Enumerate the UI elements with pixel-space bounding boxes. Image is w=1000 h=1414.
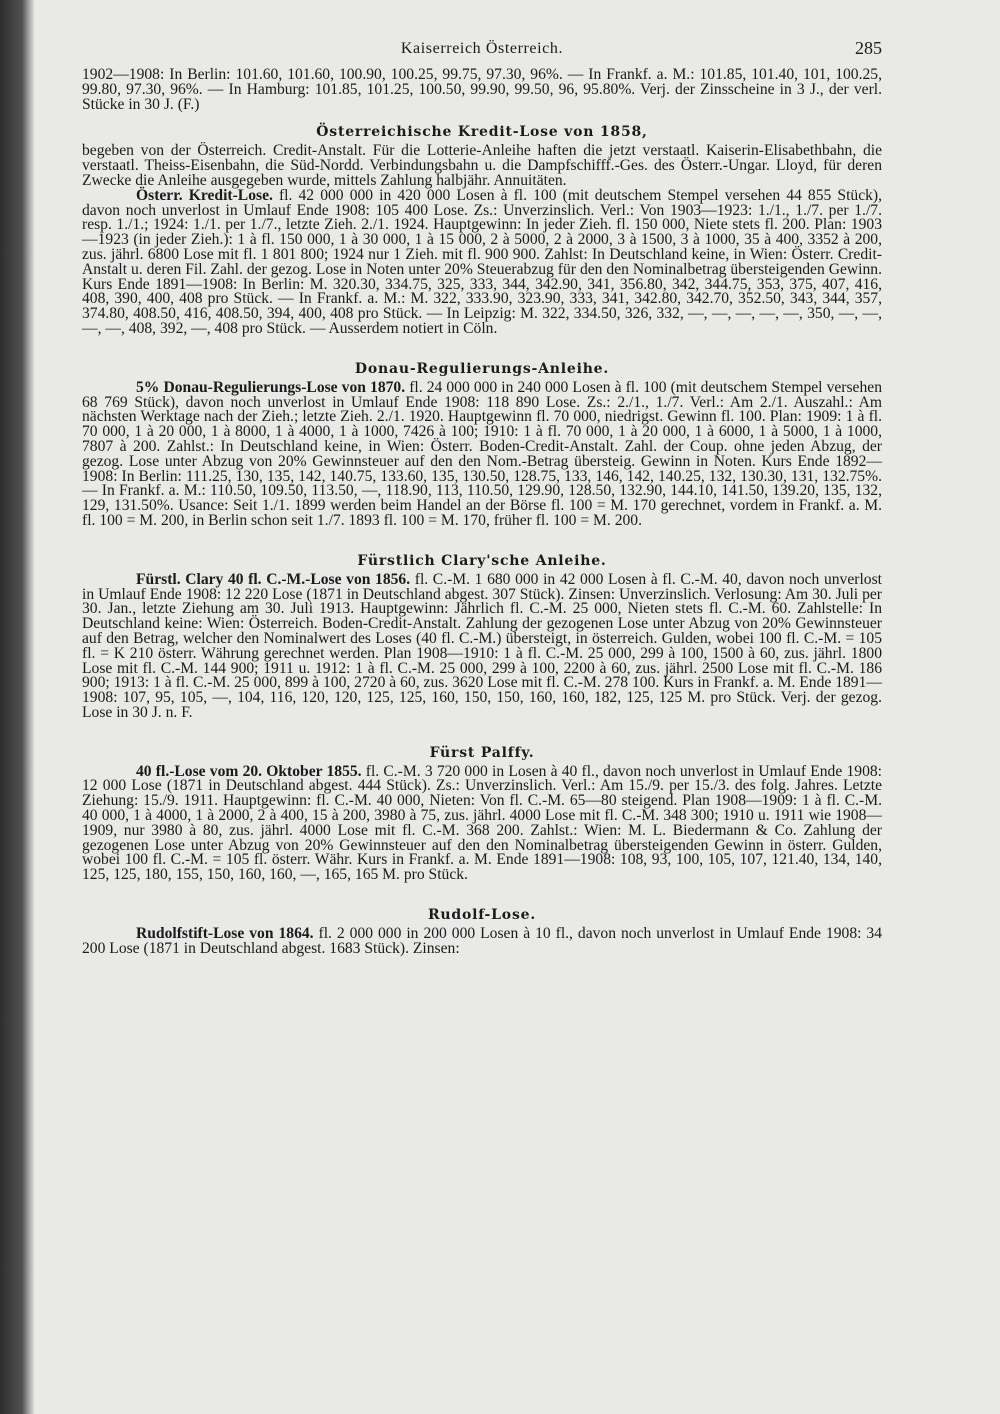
paragraph-text: fl. 42 000 000 in 420 000 Losen à fl. 100 (mit deutschem Stempel versehen 44 855 Stück), davon noch unverlost in Umlauf Ende 1908: 105 400 Lose. Zs.: Unverzinslich. Verl.: Von 1903—1923: 1./1., 1./7. per 1./7. resp. 1./1.; 1924: 1./1. per 1./7., letzte Zieh. 2./1. 1924. Hauptgewinn: In jeder Zieh. fl. 150 000, Niete stets fl. 200. Plan: 1903—1923 (in jeder Zieh.): 1 à fl. 150 000, 1 à 30 000, 1 à 15 000, 2 à 5000, 2 à 2000, 3 à 1500, 3 à 1000, 35 à 400, 3352 à 200, zus. jährl. 6800 Lose mit fl. 1 801 800; 1924 nur 1 Zieh. mit fl. 900 900. Zahlst: In Deutschland keine, in Wien: Österr. Credit-Anstalt u. deren Fil. Zahl. der gezog. Lose in Noten unter 20% Steuerabzug für den den Nominalbetrag übersteigenden Gewinn. Kurs Ende 1891—1908: In Berlin: M. 320.30, 334.75, 325, 333, 344, 342.90, 341, 356.80, 342, 344.75, 353, 375, 407, 416, 408, 390, 400, 408 pro Stück. — In Frankf. a. M.: M. 322, 333.90, 323.90, 333, 341, 342.80, 342.70, 352.50, 343, 344, 357, 374.80, 408.50, 416, 408.50, 394, 400, 408 pro Stück. — In Leipzig: M. 322, 334.50, 326, 332, —, —, —, —, —, 350, —, —, —, —, 408, 392, —, 408 pro Stück. — Ausserdem notiert in Cöln.: [82, 186, 883, 337]
scan-edge-shadow: [0, 0, 34, 1414]
section-heading-palffy: Fürst Palffy.: [429, 744, 535, 761]
document-page: [82, 38, 883, 957]
lot-title: Fürstl. Clary 40 fl. C.-M.-Lose von 1856.: [136, 570, 411, 588]
lot-title: Österr. Kredit-Lose.: [136, 186, 273, 204]
paragraph-kredit-intro: [82, 144, 882, 188]
section-heading-kredit-lose: Österreichische Kredit-Lose von 1858,: [316, 124, 648, 141]
lot-title: 40 fl.-Lose vom 20. Oktober 1855.: [136, 762, 362, 780]
section-heading-clary: Fürstlich Clary'sche Anleihe.: [357, 552, 607, 569]
running-title: Kaiserreich Österreich.: [400, 40, 564, 57]
page-number: 285: [855, 38, 882, 58]
running-header: [82, 38, 882, 68]
lot-title: 5% Donau-Regulierungs-Lose von 1870.: [136, 378, 406, 396]
paragraph-palffy-lose: [82, 762, 882, 884]
paragraph-text: fl. C.-M. 1 680 000 in 42 000 Losen à fl. C.-M. 40, davon noch unverlost in Umlauf Ende 1908: 12 220 Lose (1871 in Deutschland abgest. 307 Stück). Zinsen: Unverzinslich. Verlosung: Am 30. Juli per 30. Jan., letzte Ziehung am 30. Juli 1913. Hauptgewinn: Jährlich fl. C.-M. 25 000, Nieten stets fl. C.-M. 60. Zahlstelle: In Deutschland keine: Wien: Österreich. Boden-Credit-Anstalt. Zahlung der gezogenen Lose unter Abzug von 20% Gewinnsteuer auf den Betrag, welcher den Nominalwert des Loses (40 fl. C.-M.) übersteigt, in österreich. Gulden, wobei 100 fl. C.-M. = 105 fl. = K 210 österr. Währung gerechnet werden. Plan 1908—1910: 1 à fl. C.-M. 25 000, 299 à 100, 1500 à 60, zus. jährl. 1800 Lose mit fl. C.-M. 144 900; 1911 u. 1912: 1 à fl. C.-M. 25 000, 299 à 100, 2200 à 60, zus. jährl. 2500 Lose mit fl. C.-M. 186 900; 1913: 1 à fl. C.-M. 25 000, 899 à 100, 2720 à 60, zus. 3620 Lose mit fl. C.-M. 278 100. Kurs in Frankf. a. M. Ende 1891—1908: 107, 95, 105, —, 104, 116, 120, 120, 125, 125, 160, 150, 150, 160, 160, 182, 125, 125 M. pro Stück. Verj. der gezog. Lose in 30 J. n. F.: [82, 570, 882, 721]
section-heading-donau: Donau-Regulierungs-Anleihe.: [354, 360, 610, 377]
paragraph-rudolf-lose: [82, 927, 882, 957]
paragraph-text: fl. 24 000 000 in 240 000 Losen à fl. 100 (mit deutschem Stempel versehen 68 769 Stück), davon noch unverlost in Umlauf Ende 1908: 118 890 Lose. Zs.: 2./1., 1./7. Verl.: Am 2./1. Auszahl.: Am nächsten Werktage nach der Zieh.; letzte Zieh. 2./1. 1920. Hauptgewinn fl. 70 000, niedrigst. Gewinn fl. 100. Plan: 1909: 1 à fl. 70 000, 1 à 20 000, 1 à 8000, 1 à 4000, 1 à 1000, 7426 à 100; 1910: 1 à fl. 70 000, 1 à 20 000, 1 à 6000, 1 à 5000, 1 à 1000, 7807 à 200. Zahlst.: In Deutschland keine, in Wien: Österr. Boden-Credit-Anstalt. Zahl. der Coup. ohne jeden Abzug, der gezog. Lose unter Abzug von 20% Gewinnsteuer auf den den Nom.-Betrag übersteig. Gewinn in Noten. Kurs Ende 1892—1908: In Berlin: 111.25, 130, 135, 142, 140.75, 133.60, 135, 130.50, 128.75, 133, 146, 142, 140.25, 132, 130.30, 131, 132.75%. — In Frankf. a. M.: 110.50, 109.50, 113.50, —, 118.90, 113, 110.50, 129.90, 128.50, 132.90, 144.10, 141.50, 139.20, 135, 132, 129, 131.50%. Usance: Seit 1./1. 1899 werden beim Handel an der Börse fl. 100 = M. 170 gerechnet, vordem in Frankf. a. M. fl. 100 = M. 200, in Berlin schon seit 1./7. 1893 fl. 100 = M. 170, früher fl. 100 = M. 200.: [82, 378, 882, 529]
paragraph-text: begeben von der Österreich. Credit-Anstalt. Für die Lotterie-Anleihe haften die jetzt verstaatl. Kaiserin-Elisabethbahn, die verstaatl. Theiss-Eisenbahn, die Süd-Nordd. Verbindungsbahn u. die Dampfschifff.-Ges. des Österr.-Ungar. Lloyd, für deren Zwecke die Anleihe ausgegeben wurde, mittels Zahlung halbjähr. Annuitäten.: [82, 142, 882, 189]
section-heading-rudolf: Rudolf-Lose.: [427, 907, 537, 924]
paragraph-kredit-lose: [82, 186, 883, 337]
paragraph-donau-lose: [82, 378, 882, 529]
paragraph-clary-lose: [82, 570, 882, 721]
lot-title: Rudolfstift-Lose von 1864.: [136, 925, 314, 943]
paragraph-text: fl. C.-M. 3 720 000 in Losen à 40 fl., davon noch unverlost in Umlauf Ende 1908: 12 000 Lose (1871 in Deutschland abgest. 444 Stück). Zs.: Unverzinslich. Verl.: Am 15./9. per 15./3. des folg. Jahres. Letzte Ziehung: 15./9. 1911. Hauptgewinn: fl. C.-M. 40 000, Nieten: Von fl. C.-M. 65—80 steigend. Plan 1908—1909: 1 à fl. C.-M. 40 000, 1 à 4000, 1 à 2000, 2 à 400, 15 à 200, 3980 à 75, zus. jährl. 4000 Lose mit fl. C.-M. 348 300; 1910 u. 1911 wie 1908—1909, nur 3980 à 80, zus. jährl. 4000 Lose mit fl. C.-M. 368 200. Zahlst.: Wien: M. L. Biedermann & Co. Zahlung der gezogenen Lose unter Abzug von 20% Gewinnsteuer auf den den Nominalbetrag übersteigenden Gewinn in österr. Gulden, wobei 100 fl. C.-M. = 105 fl. österr. Währ. Kurs in Frankf. a. M. Ende 1891—1908: 108, 93, 100, 105, 107, 121.40, 134, 140, 125, 125, 180, 155, 150, 160, 160, —, 165, 165 M. pro Stück.: [82, 762, 882, 884]
paragraph-text: fl. 2 000 000 in 200 000 Losen à 10 fl., davon noch unverlost in Umlauf Ende 1908: 34 200 Lose (1871 in Deutschland abgest. 1683 Stück). Zinsen:: [82, 925, 882, 957]
intro-paragraph: 1902—1908: In Berlin: 101.60, 101.60, 100.90, 100.25, 99.75, 97.30, 96%. — In Frankf. a. M.: 101.85, 101.40, 101, 100.25, 99.80, 97.30, 96%. — In Hamburg: 101.85, 101.25, 100.50, 99.90, 99.50, 96, 95.80%. Verj. der Zinsscheine in 3 J., der verl. Stücke in 30 J. (F.): [82, 66, 882, 113]
